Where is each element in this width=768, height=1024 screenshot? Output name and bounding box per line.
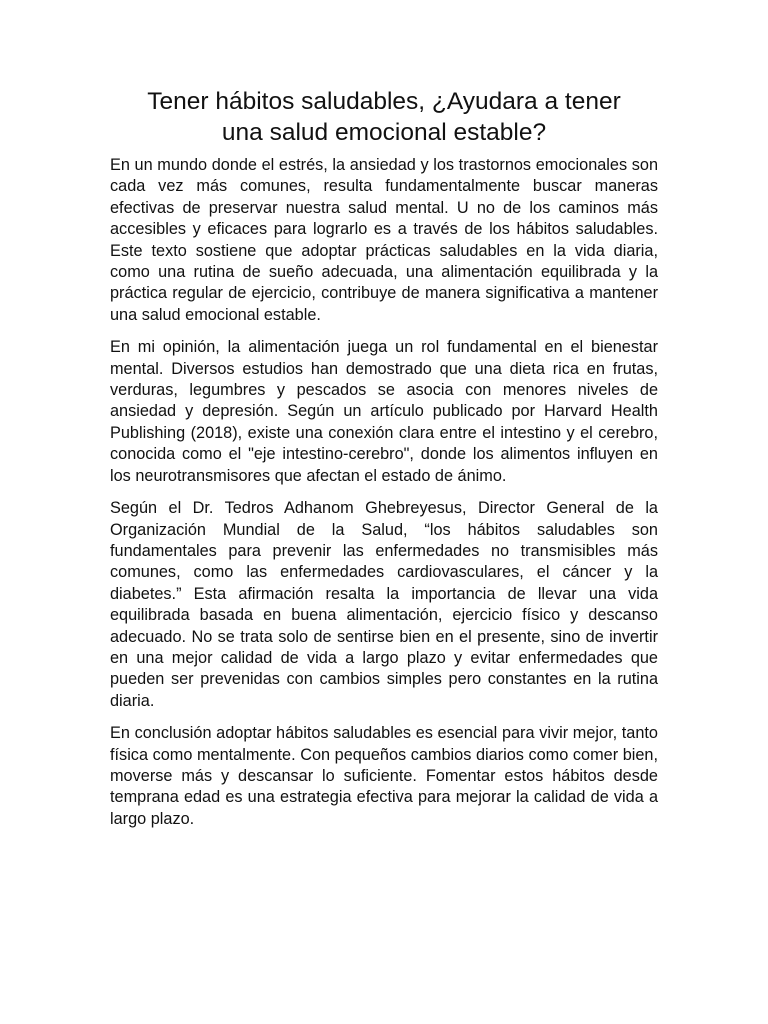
title-line-2: una salud emocional estable?: [221, 119, 547, 146]
paragraph-nutrition: En mi opinión, la alimentación juega un rol fundamental en el bienestar mental. Diversos estudios han demostrado que una dieta rica en frutas, verduras, legumbres y pescados se asocia con menores niveles de ansiedad y depresión. Según un artículo publicado por Harvard Health Publishing (2018), existe una conexión clara entre el intestino y el cerebro, conocida como el "eje intestino-cerebro", donde los alimentos influyen en los neurotransmisores que afectan el estado de ánimo.: [110, 338, 658, 485]
document-title: [110, 86, 658, 148]
paragraph-conclusion: En conclusión adoptar hábitos saludables es esencial para vivir mejor, tanto física como mentalmente. Con pequeños cambios diarios como comer bien, moverse más y descansar lo suficiente. Fomentar estos hábitos desde temprana edad es una estrategia efectiva para mejorar la calidad de vida a largo plazo.: [110, 724, 658, 828]
title-line-1: Tener hábitos saludables, ¿Ayudara a tener: [147, 88, 621, 115]
paragraph-introduction: En un mundo donde el estrés, la ansiedad y los trastornos emocionales son cada vez más comunes, resulta fundamentalmente buscar maneras efectivas de preservar nuestra salud mental. U no de los caminos más accesibles y eficaces para lograrlo es a través de los hábitos saludables. Este texto sostiene que adoptar prácticas saludables en la vida diaria, como una rutina de sueño adecuada, una alimentación equilibrada y la práctica regular de ejercicio, contribuye de manera significativa a mantener una salud emocional estable.: [110, 156, 658, 324]
paragraph-who-quote: Según el Dr. Tedros Adhanom Ghebreyesus, Director General de la Organización Mundial de la Salud, “los hábitos saludables son fundamentales para prevenir las enfermedades no transmisibles más comunes, como las enfermedades cardiovasculares, el cáncer y la diabetes.” Esta afirmación resalta la importancia de llevar una vida equilibrada basada en buena alimentación, ejercicio físico y descanso adecuado. No se trata solo de sentirse bien en el presente, sino de invertir en una mejor calidad de vida a largo plazo y evitar enfermedades que pueden ser prevenidas con cambios simples pero constantes en la rutina diaria.: [110, 499, 658, 710]
